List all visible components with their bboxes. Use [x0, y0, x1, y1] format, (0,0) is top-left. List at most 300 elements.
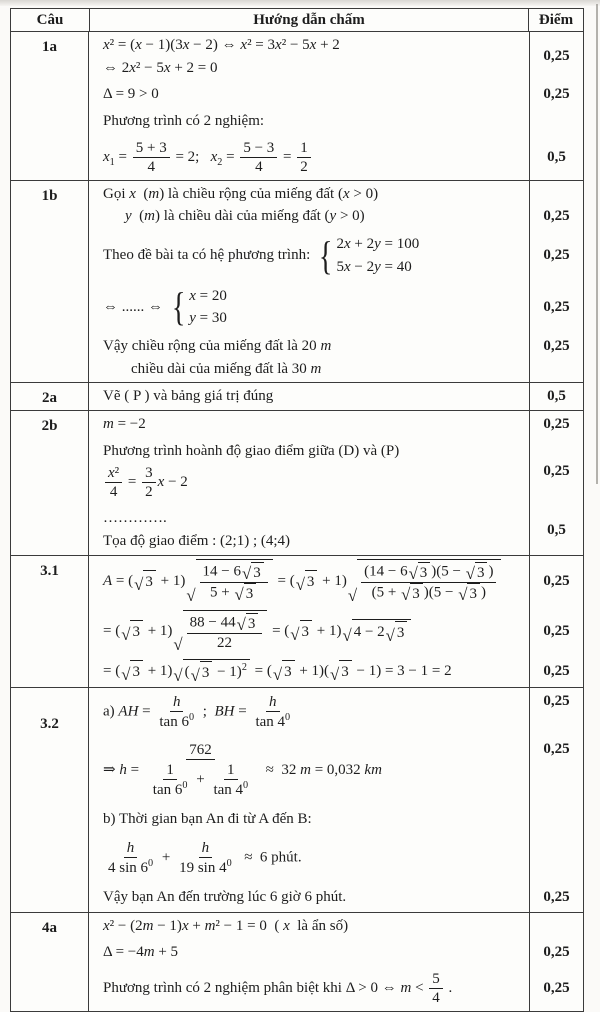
text-run: là ẩn số) — [289, 917, 349, 934]
radical — [348, 559, 502, 604]
radical — [330, 660, 352, 683]
math-run: h — [119, 762, 127, 779]
text-run: 3 — [253, 564, 261, 581]
text-run: 3 — [247, 615, 256, 632]
fraction — [176, 839, 235, 877]
block-content — [89, 333, 529, 382]
text-run: (5 + — [371, 584, 401, 601]
math-run: m — [204, 917, 216, 934]
math-run: x — [163, 59, 171, 76]
text-run: + 2 = 0 — [170, 59, 218, 76]
row-body — [89, 688, 583, 912]
radical — [134, 570, 156, 593]
superscript: 0 — [226, 858, 232, 870]
text-run: = ( — [273, 572, 295, 589]
block-content — [89, 108, 529, 135]
denominator — [297, 158, 311, 176]
radical-sign: √ — [342, 625, 352, 645]
block-content — [89, 913, 529, 940]
block-content — [89, 805, 529, 834]
point-cell — [529, 834, 583, 882]
brace-system — [316, 233, 419, 278]
math-run: AH — [118, 703, 139, 720]
text-run: − 2 — [164, 474, 188, 491]
radical-sign: √ — [347, 585, 358, 605]
text-run: Phương trình có 2 nghiệm phân biệt khi Δ > 0 ⇔ — [103, 979, 401, 996]
content-line — [103, 941, 523, 964]
row-label: 2b — [11, 411, 89, 555]
fraction — [145, 741, 256, 800]
text-run: = 40 — [380, 258, 412, 275]
text-run: 22 — [216, 634, 232, 651]
content-line — [103, 462, 523, 503]
text-run: tan 6 — [159, 713, 189, 730]
numerator — [142, 464, 156, 483]
point-value: 0,25 — [543, 740, 570, 757]
text-run: 3 — [284, 663, 292, 680]
answer-block — [89, 656, 583, 687]
math-run: y — [374, 258, 381, 275]
text-run: tan 4 — [255, 713, 286, 730]
numerator — [124, 839, 138, 858]
text-run: Vẽ ( P ) và bảng giá trị đúng — [103, 388, 274, 405]
scan-artifact-top — [0, 0, 600, 6]
block-content — [89, 966, 529, 1011]
text-run: 14 − 6 — [202, 563, 242, 580]
point-value: 0,25 — [543, 944, 570, 961]
point-cell — [529, 913, 583, 940]
denominator — [207, 583, 260, 603]
superscript: 0 — [285, 711, 291, 723]
superscript: 0 — [182, 780, 188, 792]
text-run: = −2 — [113, 415, 146, 432]
denominator — [214, 634, 235, 652]
math-run: h — [126, 840, 135, 857]
radical-sign: √ — [458, 584, 468, 604]
text-run: 2 — [145, 484, 153, 501]
table-row — [11, 383, 583, 411]
row-body — [89, 383, 583, 410]
content-line — [103, 183, 523, 206]
numerator — [133, 139, 170, 158]
scan-edge-right — [596, 4, 598, 484]
radicand — [339, 660, 352, 683]
math-run: x — [240, 37, 248, 53]
denominator — [176, 858, 235, 877]
denominator — [144, 158, 158, 176]
system-line — [336, 233, 419, 256]
point-cell — [529, 383, 583, 410]
numerator — [163, 761, 177, 780]
text-run: = ( — [103, 662, 121, 679]
text-run: 3 — [476, 564, 485, 581]
row-body — [89, 913, 583, 1011]
system-lines — [189, 285, 227, 330]
denominator — [252, 158, 266, 176]
subscript: 1 — [109, 156, 115, 168]
point-value: 0,25 — [543, 86, 570, 103]
radical-sign: √ — [121, 664, 131, 684]
text-run: ( — [131, 208, 145, 225]
answer-block — [89, 607, 583, 656]
fraction — [150, 761, 191, 799]
block-content — [89, 81, 529, 108]
text-run: (14 − 6 — [364, 563, 408, 580]
text-run: = — [126, 762, 143, 779]
point-cell — [529, 438, 583, 506]
text-run: ² − 1 = 0 ( — [215, 917, 284, 934]
row-body — [89, 181, 583, 383]
numerator — [186, 741, 215, 760]
denominator — [252, 712, 293, 731]
denominator — [429, 989, 443, 1007]
radicand — [200, 661, 213, 684]
point-value: 0,25 — [543, 622, 570, 639]
point-value: 0,25 — [543, 888, 570, 905]
radical-sign: √ — [385, 625, 395, 645]
point-cell — [529, 505, 583, 554]
fraction — [156, 693, 197, 731]
fraction — [187, 613, 263, 652]
content-line — [125, 205, 523, 228]
text-run: 3 — [145, 573, 153, 590]
radical — [409, 562, 431, 582]
content-line — [103, 558, 523, 605]
denominator — [105, 858, 156, 877]
row-label: 3.1 — [11, 556, 89, 687]
fraction — [105, 464, 122, 501]
row-body — [89, 32, 583, 180]
radical — [342, 619, 411, 644]
radicand — [130, 660, 143, 683]
text-run: ⇒ — [103, 762, 120, 779]
radical-sign: √ — [190, 665, 200, 685]
block-content — [89, 282, 529, 333]
text-run: ; — [199, 703, 215, 720]
content-line — [131, 358, 523, 381]
text-run: ² = 3 — [247, 37, 276, 53]
table-header-row — [11, 9, 583, 32]
text-run: 5 + — [210, 584, 234, 601]
text-run: = — [234, 703, 251, 720]
text-run: Tọa độ giao điểm : (2;1) ; (4;4) — [103, 533, 291, 549]
text-run: ⇔ 2 — [103, 59, 130, 76]
block-content — [89, 32, 529, 81]
math-run: x — [343, 236, 351, 253]
math-run: x — [157, 474, 165, 491]
fraction — [142, 464, 156, 501]
answer-block — [89, 383, 583, 410]
fraction — [297, 139, 311, 176]
math-run: m — [144, 208, 156, 225]
text-run: = 30 — [195, 310, 227, 327]
radical — [173, 610, 267, 653]
radical — [273, 660, 295, 683]
text-run: Δ = −4 — [103, 944, 144, 961]
point-cell — [529, 333, 583, 382]
math-run: x — [343, 258, 351, 275]
text-run: = 2; — [171, 148, 211, 165]
text-run: 4 — [255, 158, 263, 175]
math-run: m — [148, 185, 160, 202]
math-run: h — [269, 693, 277, 710]
numerator — [361, 562, 496, 583]
radical-sign: √ — [330, 664, 340, 684]
text-run: …………. — [103, 510, 167, 527]
content-line — [103, 658, 523, 685]
math-run: A — [103, 572, 113, 589]
math-run: x — [135, 37, 142, 53]
text-run: ( — [135, 185, 149, 202]
answer-block — [89, 883, 583, 912]
text-run: . — [444, 979, 453, 996]
point-value: 0,25 — [543, 980, 570, 997]
radical — [242, 562, 264, 582]
text-run: ² − 5 — [281, 37, 310, 53]
text-run: + 1) — [156, 572, 186, 589]
radical — [386, 621, 408, 644]
numerator — [200, 562, 268, 583]
content-line — [103, 530, 523, 553]
text-run: = — [114, 148, 131, 165]
point-value: 0,25 — [543, 692, 570, 709]
radical-sign: √ — [173, 634, 183, 654]
radicand — [395, 621, 408, 644]
text-run: + 5 — [154, 944, 179, 961]
system-line — [189, 307, 227, 330]
math-run: y — [189, 310, 196, 327]
radical — [186, 559, 272, 604]
radical — [296, 570, 318, 593]
point-cell — [529, 411, 583, 438]
point-cell — [529, 81, 583, 108]
text-run: 5 — [432, 970, 440, 987]
text-run: ( — [184, 663, 190, 680]
block-content — [89, 883, 529, 912]
text-run: ) — [488, 563, 494, 580]
text-run: Phương trình hoành độ giao điểm giữa (D) và (P) — [103, 442, 400, 459]
text-run: = ( — [250, 662, 272, 679]
text-run: Theo đề bài ta có hệ phương trình: — [103, 247, 315, 264]
text-run: = ( — [112, 572, 134, 589]
denominator — [156, 712, 197, 731]
block-content — [89, 411, 529, 438]
radical — [237, 613, 259, 633]
denominator — [150, 780, 191, 799]
text-run: + 2 — [350, 236, 375, 253]
math-run: m — [320, 337, 332, 354]
radical — [401, 583, 423, 603]
text-run: − 2 — [350, 258, 375, 275]
grading-table — [10, 8, 584, 1012]
text-run: 5 + 3 — [135, 139, 167, 156]
fraction — [105, 839, 156, 877]
numerator — [297, 139, 311, 158]
brace-icon: { — [171, 283, 186, 329]
point-cell — [529, 556, 583, 607]
answer-block — [89, 32, 583, 81]
content-line — [103, 915, 523, 938]
row-label: 2a — [11, 383, 89, 410]
math-run: BH — [214, 703, 235, 720]
text-run: ² = ( — [109, 37, 136, 53]
point-cell — [529, 135, 583, 180]
numerator — [240, 139, 277, 158]
text-run: = 100 — [380, 236, 420, 253]
text-run: 3 — [306, 573, 315, 590]
text-run: 5 — [336, 258, 344, 275]
math-run: x — [189, 287, 196, 304]
text-run: 2 — [336, 236, 344, 253]
text-run: 2 — [300, 158, 308, 175]
radical-sign: √ — [186, 585, 196, 605]
radicand — [410, 583, 423, 603]
text-run: + — [158, 849, 175, 866]
answer-block — [89, 333, 583, 382]
text-run: 5 − 3 — [243, 139, 275, 156]
content-line — [103, 413, 523, 436]
row-body — [89, 556, 583, 687]
table-row — [11, 181, 583, 384]
row-body — [89, 411, 583, 555]
radical-sign: √ — [465, 563, 475, 583]
radical-sign: √ — [408, 563, 418, 583]
radical — [290, 620, 312, 643]
content-line — [103, 440, 523, 463]
point-value: 0,5 — [547, 521, 566, 538]
math-run: y — [329, 208, 337, 225]
answer-block — [89, 966, 583, 1011]
radicand — [305, 570, 318, 593]
row-label: 1b — [11, 181, 89, 383]
table-row — [11, 411, 583, 556]
point-value: 0,5 — [547, 388, 566, 405]
radical-sign: √ — [234, 584, 244, 604]
math-run: x — [103, 148, 110, 165]
text-run: − 1) = 3 − 1 = 2 — [352, 662, 452, 679]
math-run: m — [300, 762, 311, 779]
radicand — [196, 559, 273, 604]
math-run: m — [103, 415, 114, 432]
text-run: − 1)(3 — [141, 37, 183, 53]
table-row — [11, 556, 583, 688]
point-cell — [529, 966, 583, 1011]
denominator — [107, 483, 121, 501]
point-cell — [529, 181, 583, 230]
fraction — [200, 562, 268, 603]
text-run: b) Thời gian bạn An đi từ A đến B: — [103, 811, 312, 828]
point-value: 0,25 — [543, 337, 570, 354]
content-line — [103, 837, 523, 879]
content-line — [103, 385, 523, 408]
answer-block — [89, 438, 583, 506]
radicand — [246, 613, 259, 633]
text-run: + 1) — [318, 572, 347, 589]
radical — [173, 659, 250, 684]
math-run: x — [342, 185, 350, 202]
radical — [121, 660, 143, 683]
text-run: 3 — [469, 585, 477, 602]
block-content — [89, 834, 529, 882]
text-run: 1 — [166, 762, 174, 779]
superscript: 0 — [148, 858, 154, 870]
text-run: = ( — [103, 622, 121, 639]
text-run: < — [411, 979, 428, 996]
fraction — [240, 139, 277, 176]
text-run: 3 — [396, 624, 405, 641]
text-run: ⇔ ...... ⇔ — [103, 298, 167, 315]
content-line — [103, 507, 523, 530]
text-run: + 1) — [313, 622, 342, 639]
text-run: 3 — [245, 585, 254, 602]
radical — [121, 620, 143, 643]
answer-block — [89, 411, 583, 438]
text-run: = — [124, 474, 141, 491]
text-run: Vậy chiều rộng của miếng đất là 20 — [103, 337, 321, 354]
text-run: + 1)( — [295, 662, 330, 679]
math-run: m — [143, 944, 155, 961]
numerator — [224, 761, 238, 780]
block-content — [89, 383, 529, 410]
point-cell — [529, 32, 583, 81]
point-cell — [529, 939, 583, 966]
numerator — [187, 613, 263, 634]
text-run: = 20 — [195, 287, 227, 304]
point-value: 0,25 — [543, 662, 570, 679]
text-run: 3 — [419, 564, 428, 581]
radicand — [352, 619, 412, 644]
brace-icon: { — [318, 232, 333, 278]
point-cell — [529, 656, 583, 687]
answer-block — [89, 108, 583, 135]
radical-sign: √ — [134, 574, 144, 594]
table-row — [11, 32, 583, 181]
answer-block — [89, 505, 583, 554]
math-run: x — [275, 37, 282, 53]
fraction — [133, 139, 170, 176]
table-row — [11, 688, 583, 913]
text-run: Δ = 9 > 0 — [103, 86, 159, 103]
row-label: 3.2 — [11, 688, 89, 912]
math-run: m — [310, 360, 322, 377]
text-run: + — [188, 917, 205, 934]
radicand — [183, 659, 250, 684]
fraction — [429, 970, 443, 1007]
radicand — [467, 583, 480, 603]
radical — [466, 562, 488, 582]
text-run: − 1) — [153, 917, 182, 934]
math-run: y — [374, 236, 381, 253]
text-run: + 1) — [143, 622, 173, 639]
radicand — [300, 620, 313, 643]
superscript: 0 — [188, 711, 195, 723]
text-run: = — [138, 703, 155, 720]
text-run: = ( — [268, 622, 290, 639]
answer-block — [89, 282, 583, 333]
point-value: 0,25 — [543, 415, 570, 432]
denominator — [210, 780, 251, 799]
numerator — [170, 693, 184, 712]
content-line — [103, 808, 523, 831]
text-run: tan 6 — [152, 782, 183, 799]
answer-block — [89, 81, 583, 108]
text-run: 19 sin 4 — [179, 860, 227, 877]
text-run: ≈ 6 phút. — [236, 849, 302, 866]
radical-sign: √ — [173, 665, 183, 685]
content-line — [103, 110, 523, 133]
text-run: = 0,032 — [310, 762, 365, 779]
text-run: > 0) — [336, 208, 365, 225]
